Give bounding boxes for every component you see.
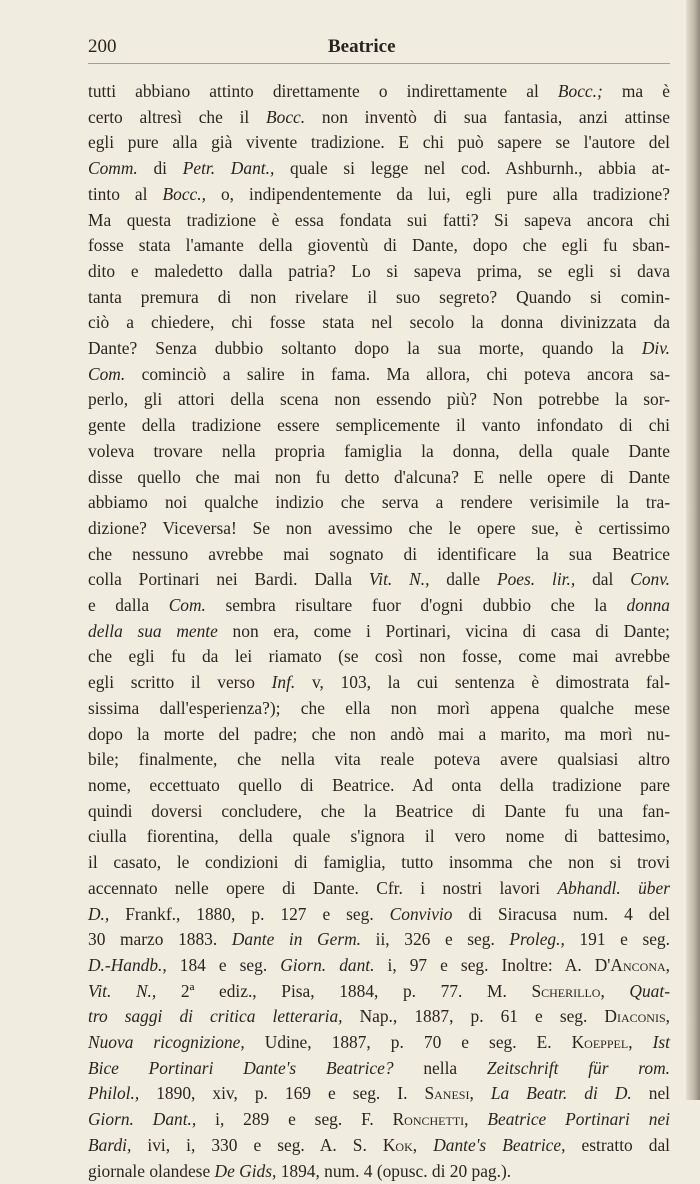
text-run: 191 e seg.: [564, 929, 670, 950]
italic-text: Quat-: [629, 980, 670, 1001]
text-run: Udine, 1887, p. 70 e seg. E.: [244, 1032, 572, 1053]
italic-text: Vit. N.,: [368, 569, 430, 590]
text-line: [88, 876, 670, 902]
text-line: [88, 233, 670, 259]
text-line: [88, 953, 670, 979]
text-run: di: [137, 158, 183, 179]
text-line: [88, 824, 670, 850]
text-run: ,: [665, 954, 671, 975]
text-run: di Siracusa num. 4 del: [452, 903, 670, 924]
author-name: Scherillo: [531, 980, 601, 1001]
text-run: il casato, le condizioni di famiglia, tutto insomma che non si trovi: [88, 852, 670, 873]
text-run: Dante? Senza dubbio soltanto dopo la sua morte, quando la: [88, 338, 642, 359]
text-line: [88, 979, 670, 1005]
text-line: [88, 362, 670, 388]
text-run: non inventò di sua fantasia, anzi attinse: [305, 106, 670, 127]
text-run: o, indipendentemente da lui, egli pure alla tradizione?: [205, 183, 670, 204]
italic-text: Giorn. Dant.,: [88, 1109, 197, 1130]
italic-text: Div.: [641, 338, 670, 359]
italic-text: D.-Handb.,: [88, 954, 167, 975]
text-run: quale si legge nel cod. Ashburnh., abbia at-: [274, 158, 670, 179]
text-run: certo altresì che il: [88, 106, 266, 127]
italic-text: Bice Portinari Dante's Beatrice?: [88, 1057, 394, 1078]
text-run: egli scritto il verso: [88, 672, 272, 693]
italic-text: Bocc.: [266, 106, 306, 127]
text-line: [88, 259, 670, 285]
body-text: [88, 79, 670, 1184]
page-number: 200: [88, 36, 117, 57]
text-line: [88, 516, 670, 542]
text-run: nel: [631, 1083, 670, 1104]
italic-text: Beatrice Portinari nei: [487, 1109, 670, 1130]
author-name: Kok: [382, 1134, 413, 1155]
author-name: Ronchetti: [392, 1109, 465, 1130]
italic-text: Proleg.,: [509, 929, 565, 950]
italic-text: Ist: [652, 1032, 670, 1053]
text-run: i, 97 e seg. Inoltre: A. D': [374, 954, 611, 975]
text-line: [88, 1004, 670, 1030]
text-line: [88, 79, 670, 105]
italic-text: Poes. lir.,: [496, 569, 576, 590]
text-run: cominciò a salire in fama. Ma allora, chi poteva ancora sa-: [125, 363, 670, 384]
text-run: estratto dal: [565, 1134, 671, 1155]
text-line: [88, 773, 670, 799]
text-line: [88, 490, 670, 516]
text-line: [88, 387, 670, 413]
page-edge-shadow: [686, 0, 700, 1100]
italic-text: Inf.: [271, 672, 296, 693]
text-run: che egli fu da lei riamato (se così non fosse, come mai avrebbe: [88, 646, 670, 667]
text-line: [88, 1159, 670, 1184]
text-line: [88, 696, 670, 722]
text-run: e dalla: [88, 595, 169, 616]
text-line: [88, 413, 670, 439]
text-run: colla Portinari nei Bardi. Dalla: [88, 569, 369, 590]
text-line: [88, 927, 670, 953]
author-name: Ancona: [610, 954, 666, 975]
text-run: bile; finalmente, che nella vita reale poteva avere qualsiasi altro: [88, 749, 670, 770]
text-run: dal: [575, 569, 631, 590]
author-name: Sanesi: [424, 1083, 470, 1104]
text-run: disse quello che mai non fu detto d'alcuna? E nelle opere di Dante: [88, 466, 670, 487]
text-line: [88, 156, 670, 182]
text-run: ma è: [602, 81, 670, 101]
italic-text: Com.: [168, 595, 206, 616]
italic-text: donna: [626, 595, 670, 616]
text-run: Frankf., 1880, p. 127 e seg.: [109, 903, 390, 924]
text-line: [88, 465, 670, 491]
text-run: ,: [412, 1134, 434, 1155]
text-line: [88, 336, 670, 362]
text-run: abbiamo noi qualche indizio che serva a rendere verisimile la tra-: [88, 492, 670, 513]
italic-text: Zeitschrift für rom.: [486, 1057, 670, 1078]
italic-text: Conv.: [630, 569, 670, 590]
text-line: [88, 902, 670, 928]
text-line: [88, 1133, 670, 1159]
text-line: [88, 182, 670, 208]
text-run: 30 marzo 1883.: [88, 929, 232, 950]
text-line: [88, 850, 670, 876]
text-run: ivi, i, 330 e seg. A. S.: [131, 1134, 383, 1155]
text-run: 2ª ediz., Pisa, 1884, p. 77. M.: [156, 980, 532, 1001]
text-line: [88, 619, 670, 645]
text-run: sembra risultare fuor d'ogni dubbio che la: [205, 595, 627, 616]
text-run: nella: [393, 1057, 487, 1078]
italic-text: Bardi,: [88, 1134, 132, 1155]
text-run: dito e maledetto dalla patria? Lo si sapeva prima, se egli si dava: [88, 260, 670, 281]
italic-text: De Gids,: [214, 1160, 277, 1181]
italic-text: Dante's Beatrice,: [433, 1134, 566, 1155]
italic-text: Convivio: [389, 903, 453, 924]
text-line: [88, 644, 670, 670]
italic-text: Abhandl. über: [557, 877, 670, 898]
text-line: [88, 1107, 670, 1133]
text-run: dalle: [429, 569, 497, 590]
text-line: [88, 105, 670, 131]
italic-text: Bocc.;: [557, 81, 603, 101]
text-run: che nessuno avrebbe mai sognato di identificare la sua Beatrice: [88, 543, 670, 564]
text-run: tinto al: [88, 183, 163, 204]
text-line: [88, 670, 670, 696]
text-line: [88, 208, 670, 234]
text-run: voleva trovare nella propria famiglia la donna, della quale Dante: [88, 440, 670, 461]
text-run: dopo la morte del padre; che non andò mai a marito, ma morì nu-: [88, 723, 670, 744]
text-run: quindi doversi concludere, che la Beatrice di Dante fu una fan-: [88, 800, 670, 821]
text-run: 184 e seg.: [166, 954, 281, 975]
text-run: i, 289 e seg. F.: [196, 1109, 393, 1130]
text-line: [88, 722, 670, 748]
text-run: egli pure alla già vivente tradizione. E chi può sapere se l'autore del: [88, 132, 670, 153]
text-line: [88, 310, 670, 336]
text-run: ,: [464, 1109, 488, 1130]
text-run: ii, 326 e seg.: [361, 929, 510, 950]
italic-text: Com.: [88, 363, 126, 384]
text-run: 1890, xiv, p. 169 e seg. I.: [139, 1083, 425, 1104]
text-run: ciulla fiorentina, della quale s'ignora il vero nome di battesimo,: [88, 826, 670, 847]
text-run: ,: [665, 1006, 670, 1027]
italic-text: Comm.: [88, 158, 138, 179]
text-run: sissima dall'esperienza?); che ella non morì appena qualche mese: [88, 697, 670, 718]
italic-text: Bocc.,: [162, 183, 206, 204]
text-run: Ma questa tradizione è essa fondata sui fatti? Si sapeva ancora chi: [88, 209, 670, 230]
text-line: [88, 593, 670, 619]
italic-text: Vit. N.,: [88, 980, 157, 1001]
italic-text: La Beatr. di D.: [490, 1083, 632, 1104]
text-run: ciò a chiedere, chi fosse stata nel secolo la donna divinizzata da: [88, 312, 670, 333]
text-line: [88, 1056, 670, 1082]
text-line: [88, 1081, 670, 1107]
text-run: tutti abbiano attinto direttamente o indirettamente al: [88, 81, 558, 101]
text-run: non era, come i Portinari, vicina di casa di Dante;: [217, 620, 670, 641]
text-run: fosse stata l'amante della gioventù di Dante, dopo che egli fu sban-: [88, 235, 670, 256]
text-line: [88, 285, 670, 311]
text-run: ,: [628, 1032, 653, 1053]
text-run: dizione? Viceversa! Se non avessimo che le opere sue, è certissimo: [88, 517, 670, 538]
italic-text: tro saggi di critica letteraria,: [88, 1006, 343, 1027]
italic-text: Dante in Germ.: [231, 929, 362, 950]
text-line: [88, 542, 670, 568]
text-line: [88, 799, 670, 825]
running-title: Beatrice: [328, 36, 396, 57]
text-line: [88, 1030, 670, 1056]
text-run: gente della tradizione essere semplicemente il vanto infondato di chi: [88, 415, 670, 436]
text-line: [88, 747, 670, 773]
text-run: perlo, gli attori della scena non essendo più? Non potrebbe la sor-: [88, 389, 670, 410]
italic-text: Giorn. dant.: [280, 954, 375, 975]
text-line: [88, 130, 670, 156]
text-run: v, 103, la cui sentenza è dimostrata fal-: [295, 672, 670, 693]
text-run: accennato nelle opere di Dante. Cfr. i nostri lavori: [88, 877, 558, 898]
text-run: ,: [600, 980, 630, 1001]
text-run: Nap., 1887, p. 61 e seg.: [342, 1006, 605, 1027]
text-line: [88, 439, 670, 465]
italic-text: D.,: [88, 903, 110, 924]
text-run: ,: [469, 1083, 491, 1104]
text-run: giornale olandese: [88, 1160, 215, 1181]
author-name: Koeppel: [571, 1032, 629, 1053]
text-line: [88, 567, 670, 593]
italic-text: Nuova ricognizione,: [88, 1032, 245, 1053]
italic-text: Philol.,: [88, 1083, 140, 1104]
text-run: nome, eccettuato quello di Beatrice. Ad onta della tradizione pare: [88, 774, 670, 795]
text-run: 1894, num. 4 (opusc. di 20 pag.).: [276, 1160, 512, 1181]
header-rule: [88, 63, 670, 64]
italic-text: della sua mente: [88, 620, 218, 641]
page-header: [88, 36, 670, 66]
text-run: tanta premura di non rivelare il suo segreto? Quando si comin-: [88, 286, 670, 307]
italic-text: Petr. Dant.,: [182, 158, 275, 179]
author-name: Diaconis: [604, 1006, 666, 1027]
